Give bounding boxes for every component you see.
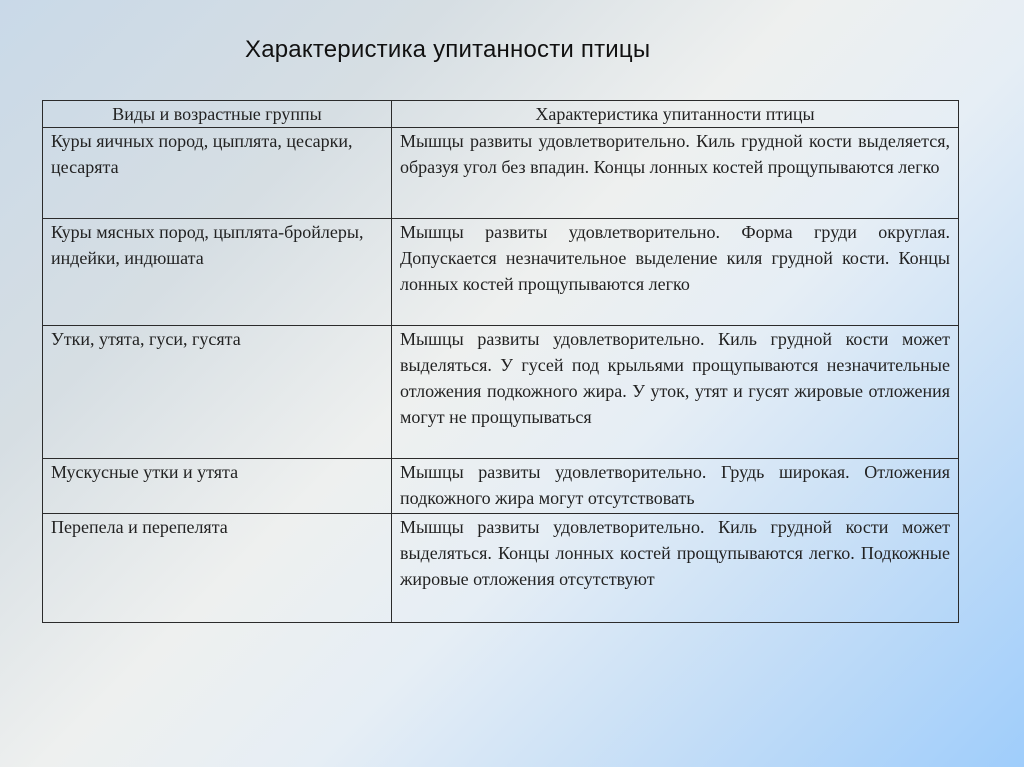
table-row — [43, 128, 959, 219]
slide-title: Характеристика упитанности птицы — [245, 36, 651, 63]
row-description: Мышцы развиты удовлетворительно. Грудь широкая. Отложения подкожного жира могут отсутствовать — [392, 459, 959, 514]
row-group: Куры мясных пород, цыплята-бройлеры, индейки, индюшата — [43, 219, 392, 326]
table-header-row — [43, 101, 959, 128]
nutrition-table — [42, 100, 959, 623]
header-characteristic: Характеристика упитанности птицы — [392, 101, 959, 128]
row-description: Мышцы развиты удовлетворительно. Киль грудной кости выделяется, образуя угол без впадин. Концы лонных костей прощупываются легко — [392, 128, 959, 219]
row-group: Куры яичных пород, цыплята, цесарки, цесарята — [43, 128, 392, 219]
row-description: Мышцы развиты удовлетворительно. Киль грудной кости может выделяться. Концы лонных костей прощупываются легко. Подкожные жировые отложения отсутствуют — [392, 514, 959, 623]
table-row — [43, 459, 959, 514]
row-description: Мышцы развиты удовлетворительно. Форма груди округлая. Допускается незначительное выделение киля грудной кости. Концы лонных костей прощупываются легко — [392, 219, 959, 326]
table-row — [43, 326, 959, 459]
table-row — [43, 219, 959, 326]
row-group: Мускусные утки и утята — [43, 459, 392, 514]
header-groups: Виды и возрастные группы — [43, 101, 392, 128]
row-group: Перепела и перепелята — [43, 514, 392, 623]
table-row — [43, 514, 959, 623]
row-description: Мышцы развиты удовлетворительно. Киль грудной кости может выделяться. У гусей под крыльями прощупываются незначительные отложения подкожного жира. У уток, утят и гусят жировые отложения могут не прощупываться — [392, 326, 959, 459]
row-group: Утки, утята, гуси, гусята — [43, 326, 392, 459]
